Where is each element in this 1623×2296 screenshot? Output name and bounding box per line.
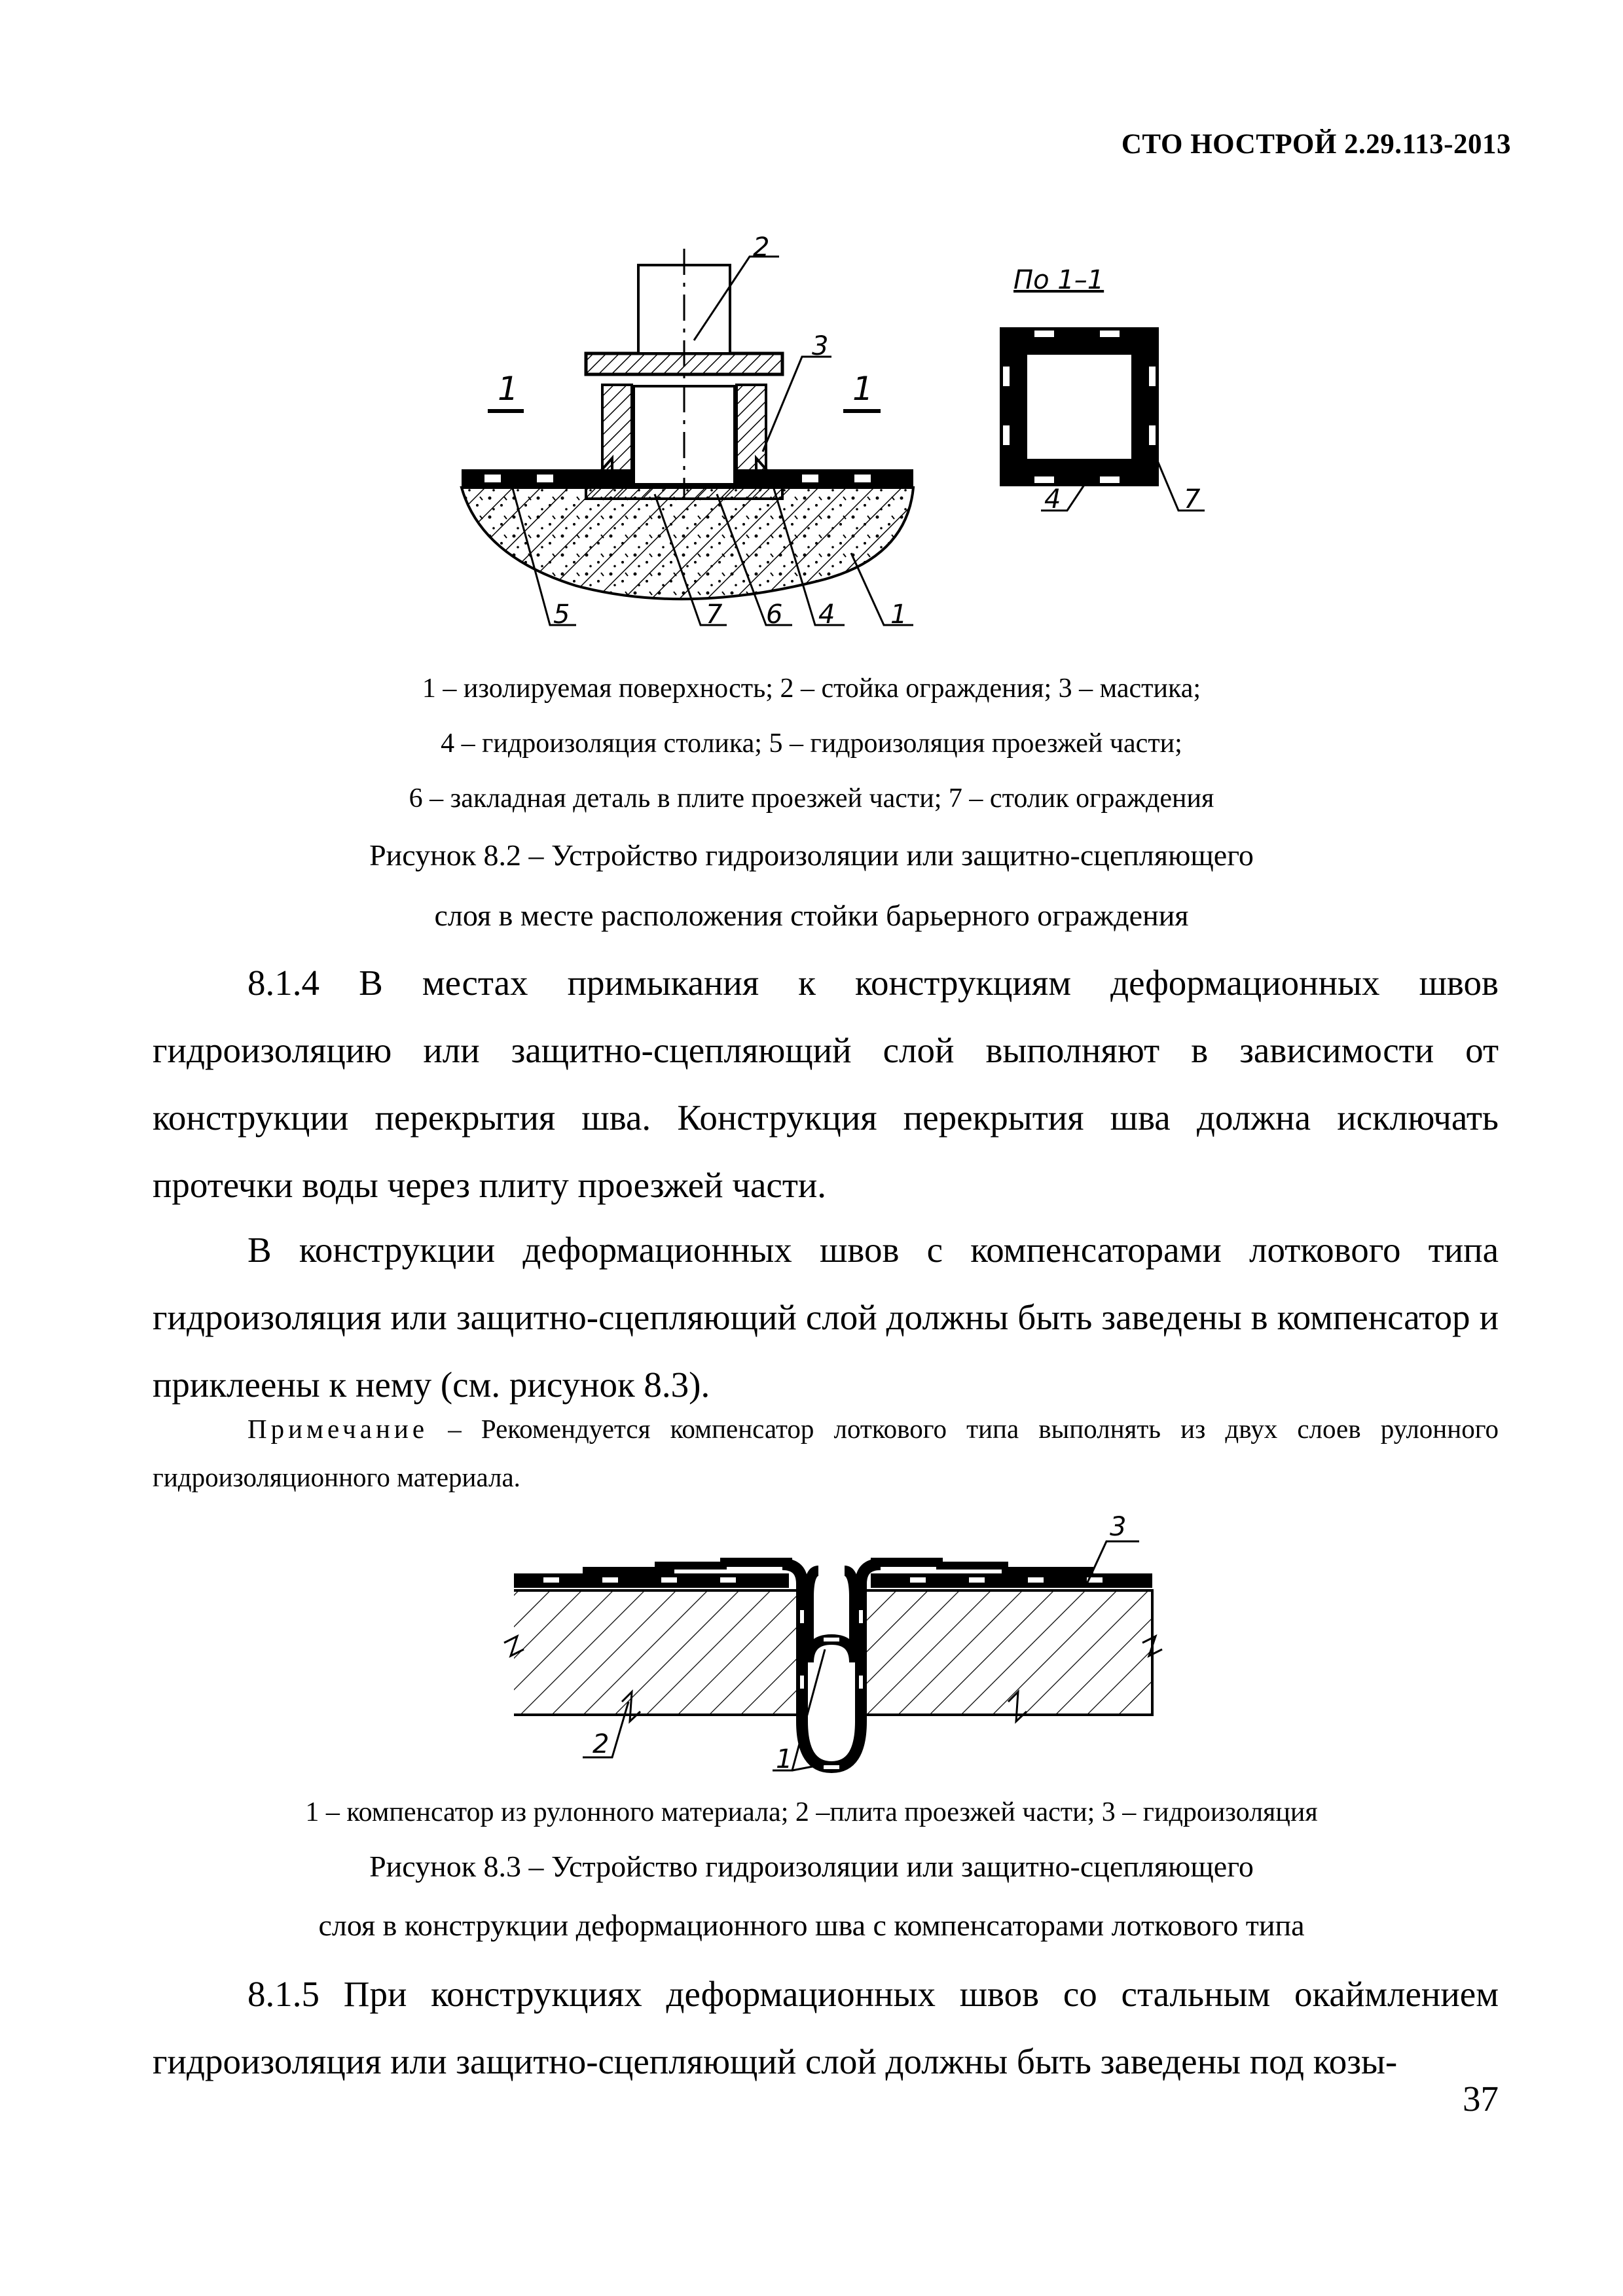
callout-2: 2	[753, 232, 770, 262]
section-marker-left: 1	[498, 370, 519, 408]
figure-8-2-caption-line-1: Рисунок 8.2 – Устройство гидроизоляции или защитно-сцепляющего	[369, 838, 1254, 872]
document-code-header: СТО НОСТРОЙ 2.29.113-2013	[1121, 129, 1511, 160]
callout-1: 1	[890, 600, 907, 630]
page-number: 37	[1463, 2079, 1499, 2119]
callout-7: 7	[706, 600, 723, 630]
callout-6: 6	[766, 600, 783, 630]
figure-8-2-legend-line-3: 6 – закладная деталь в плите проезжей части; 7 – столик ограждения	[409, 783, 1214, 814]
fig3-callout-2: 2	[593, 1729, 610, 1759]
note-label: Примечание	[247, 1414, 429, 1444]
section-callout-4: 4	[1044, 484, 1061, 514]
note-text: – Рекомендуется компенсатор лоткового типа выполнять из двух слоев рулонного гидроизоляционного материала.	[153, 1414, 1499, 1492]
section-callout-7: 7	[1184, 484, 1201, 514]
paragraph-compensators: В конструкции деформационных швов с компенсаторами лоткового типа гидроизоляция или защитно-сцепляющий слой должны быть заведены в компенсатор и приклеены к нему (см. рисунок 8.3).	[153, 1230, 1499, 1405]
figure-8-2-legend-line-1: 1 – изолируемая поверхность; 2 – стойка ограждения; 3 – мастика;	[422, 673, 1201, 704]
figure-8-3-caption-line-2: слоя в конструкции деформационного шва с компенсаторами лоткового типа	[318, 1909, 1305, 1942]
fig3-callout-3: 3	[1110, 1512, 1127, 1542]
section-title: По 1–1	[1013, 265, 1104, 295]
fig3-callout-1: 1	[776, 1744, 793, 1774]
figure-8-2-legend-line-2: 4 – гидроизоляция столика; 5 – гидроизоляция проезжей части;	[441, 728, 1182, 759]
callout-3: 3	[812, 331, 829, 361]
section-marker-right: 1	[852, 370, 873, 408]
paragraph-8-1-5: 8.1.5 При конструкциях деформационных швов со стальным окаймлением гидроизоляция или защитно-сцепляющий слой должны быть заведены под козы-	[153, 1974, 1499, 2081]
slab-right	[864, 1590, 1152, 1715]
callout-4: 4	[818, 600, 835, 630]
compensator-trough	[782, 1564, 881, 1767]
figure-8-3-caption-line-1: Рисунок 8.3 – Устройство гидроизоляции или защитно-сцепляющего	[369, 1850, 1254, 1883]
callout-5: 5	[553, 600, 570, 630]
waterproofing-layer-3	[514, 1558, 1152, 1588]
paragraph-8-1-4: 8.1.4 В местах примыкания к конструкциям деформационных швов гидроизоляцию или защитно-сцепляющий слой выполняют в зависимости от конструкции перекрытия шва. Конструкция перекрытия шва должна исключать протечки воды через плиту проезжей части.	[153, 963, 1499, 1205]
figure-8-3-legend: 1 – компенсатор из рулонного материала; 2 –плита проезжей части; 3 – гидроизоляция	[305, 1797, 1318, 1827]
slab-left	[514, 1590, 800, 1715]
figure-8-2-caption-line-2: слоя в месте расположения стойки барьерного ограждения	[434, 899, 1189, 932]
